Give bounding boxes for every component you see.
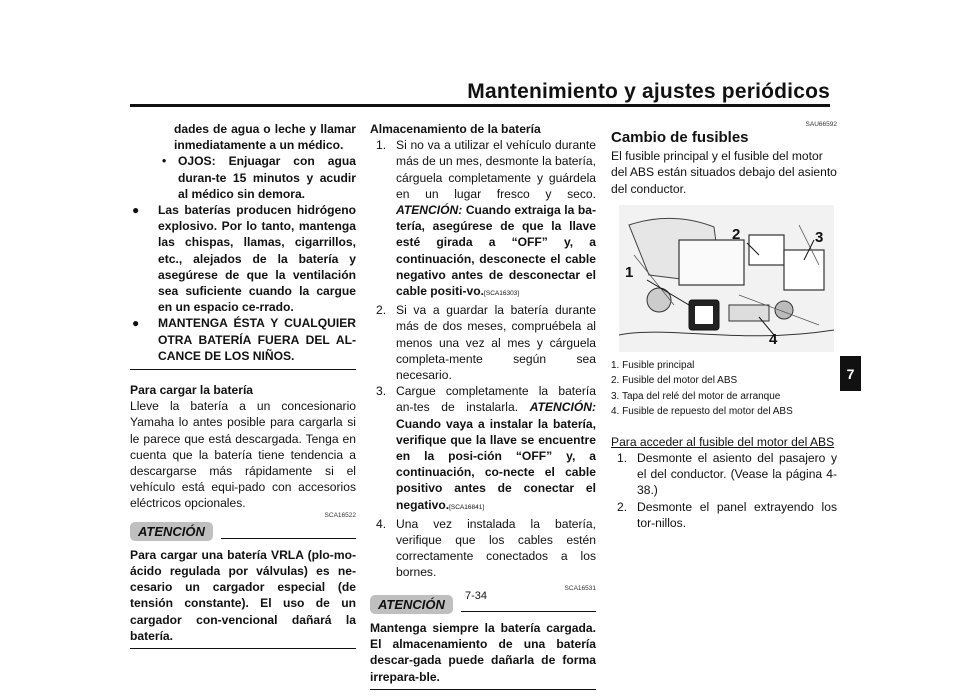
atencion-line (461, 611, 596, 612)
bullet-item-2 (130, 315, 356, 364)
bullet-item-1 (130, 202, 356, 315)
sub-bullet-text: OJOS: Enjuagar con agua duran-te 15 minutos y acudir al médico sin demora. (178, 154, 356, 201)
code-label: SCA16522 (324, 511, 356, 519)
figure-callout-4: 4 (769, 330, 778, 348)
step-number: 1. (617, 451, 628, 466)
page-header-title: Mantenimiento y ajustes periódicos (467, 80, 830, 103)
code-label: SCA16531 (564, 584, 596, 592)
intro-paragraph: El fusible principal y el fusible del motor del ABS están situados debajo del asiento del conductor. (611, 149, 837, 196)
list-number: 1. (376, 138, 387, 153)
atencion-line (221, 538, 356, 539)
code-label: [SCA16841] (449, 503, 485, 511)
step-text: Desmonte el asiento del pasajero y el del conductor. (Vease la página 4-38.) (637, 451, 837, 498)
list-number: 3. (376, 384, 387, 399)
divider (130, 369, 356, 370)
list-bold-text: Cuando extraiga la ba-tería, asegúrese de que la llave esté girada a “OFF” y, a continuación, desconecte el cable negativo antes de desconectar el cable positi-vo. (396, 203, 596, 299)
list-number: 2. (376, 303, 387, 318)
legend-item: 1. Fusible principal (611, 359, 695, 371)
step-item (611, 450, 837, 499)
list-text: Si no va a utilizar el vehículo durante más de un mes, desmonte la batería, cárguela completamente y guárdela en un lugar fresco y seco. (396, 138, 596, 201)
column-1 (130, 121, 356, 655)
atencion-badge: ATENCIÓN (130, 522, 213, 541)
bullet-text-2: MANTENGA ÉSTA Y CUALQUIER OTRA BATERÍA FUERA DEL AL-CANCE DE LOS NIÑOS. (158, 316, 356, 363)
chapter-tab: 7 (840, 356, 861, 391)
atencion-badge: ATENCIÓN (370, 595, 453, 614)
sub-bullet-marker: • (162, 154, 167, 169)
section-title: Cambio de fusibles (611, 129, 749, 146)
atencion-inline: ATENCIÓN: (529, 400, 596, 415)
divider (130, 648, 356, 649)
list-number: 4. (376, 516, 387, 531)
page-number: 7-34 (465, 590, 488, 602)
list-bold-text: Cuando vaya a instalar la batería, verifique que la llave se encuentre en la posi-ción “OFF” y, a continuación, co-necte el cable positivo antes de conectar el negativo. (396, 416, 596, 512)
figure-callout-3: 3 (815, 228, 824, 246)
atencion-notice: Mantenga siempre la batería cargada. El almacenamiento de una batería descar-gada puede dañarla de forma irrepara-ble. (370, 620, 596, 684)
code-label: SAU66592 (805, 121, 837, 128)
bullet-marker: ● (132, 203, 140, 218)
fuse-box-illustration (619, 205, 834, 352)
figure-legend (611, 358, 837, 420)
list-item (370, 383, 596, 516)
list-item (370, 137, 596, 302)
legend-item: 2. Fusible del motor del ABS (611, 375, 738, 387)
section-paragraph: Lleve la batería a un concesionario Yamaha lo antes posible para cargarla si le parece que está descargada. Tenga en cuenta que la batería tiene tendencia a descargarse más rápidamente si el vehículo está equi-pado con accesorios eléctricos opcionales. (130, 399, 356, 511)
list-text: Cargue completamente la batería an-tes de instalarla. (396, 384, 596, 415)
code-label: [SCA16303] (484, 290, 520, 298)
continued-text: dades de agua o leche y llamar inmediatamente a un médico. (174, 122, 356, 153)
sub-bullet-item (130, 153, 356, 202)
fuse-box-figure (619, 205, 834, 352)
legend-item: 4. Fusible de repuesto del motor del ABS (611, 406, 793, 418)
list-item (370, 516, 596, 581)
figure-callout-1: 1 (625, 263, 634, 281)
atencion-header (130, 522, 356, 541)
header-rule (130, 104, 830, 107)
list-item (370, 302, 596, 383)
bullet-marker: ● (132, 316, 140, 331)
column-3 (611, 121, 837, 531)
divider (370, 689, 596, 690)
step-item (611, 499, 837, 531)
list-text: Una vez instalada la batería, verifique que los cables estén correctamente conectados a los bornes. (396, 516, 596, 580)
atencion-inline: ATENCIÓN: (396, 203, 463, 218)
step-text: Desmonte el panel extrayendo los tor-nillos. (637, 499, 837, 530)
access-heading: Para acceder al fusible del motor del ABS (611, 434, 835, 449)
legend-item: 3. Tapa del relé del motor de arranque (611, 390, 781, 402)
column-2 (370, 121, 596, 696)
list-text: Si va a guardar la batería durante más de dos meses, compruébela al menos una vez al mes y cárguela completa-mente según sea necesario. (396, 303, 596, 383)
section-heading: Almacenamiento de la batería (370, 122, 541, 136)
section-heading: Para cargar la batería (130, 383, 254, 398)
step-number: 2. (617, 499, 628, 514)
bullet-text-1: Las baterías producen hidrógeno explosivo. Por lo tanto, mantenga las chispas, llamas, cigarrillos, etc., alejados de la batería y asegúrese de que la ventilación sea suficiente cuando la cargue en un espacio ce-rrado. (158, 203, 356, 315)
figure-callout-2: 2 (732, 225, 741, 243)
atencion-notice: Para cargar una batería VRLA (plo-mo-ácido regulada por válvulas) es ne-cesario un cargador especial (de tensión constante). El uso de un cargador con-vencional dañará la batería. (130, 547, 356, 643)
